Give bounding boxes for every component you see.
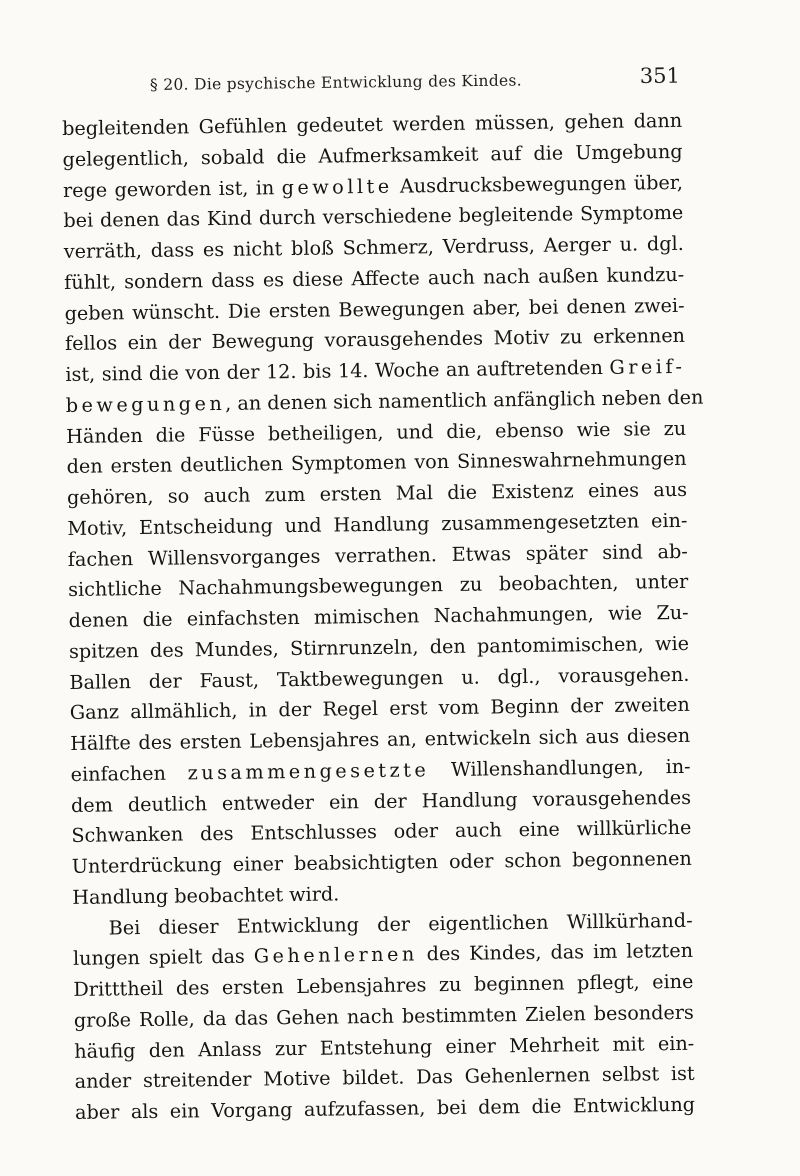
- page-number: 351: [639, 63, 681, 89]
- text-line: Unterdrückung einer beabsichtigten oder schon begonnenen: [71, 846, 692, 878]
- text-run: rege geworden ist, in: [62, 175, 282, 202]
- text-line: Handlung beobachtet wird.: [72, 882, 340, 909]
- text-line: dem deutlich entweder ein der Handlung vorausgehendes: [70, 785, 692, 817]
- paragraph-1: [62, 106, 704, 914]
- text-run: Willenshandlungen, in-: [429, 754, 691, 781]
- text-run: lungen spielt das: [72, 944, 254, 971]
- text-line: den ersten deutlichen Symptomen von Sinneswahrnehmungen: [66, 447, 687, 479]
- text-run: ist, sind die von der 12. bis 14. Woche an auftretenden: [65, 355, 610, 386]
- spaced-emphasis: zusammengesetzte: [187, 758, 430, 785]
- text-line: gelegentlich, sobald die Aufmerksamkeit auf die Umgebung: [62, 139, 683, 171]
- body-text: [62, 106, 704, 1129]
- text-line: verräth, dass es nicht bloß Schmerz, Verdruss, Aerger u. dgl.: [63, 231, 684, 263]
- text-line: sichtliche Nachahmungsbewegungen zu beobachten, unter: [68, 570, 689, 602]
- text-run: des Kindes, das im letzten: [417, 939, 694, 966]
- text-run: , an denen sich namentlich anfänglich neben den: [225, 385, 704, 415]
- spaced-emphasis: gewollte: [281, 174, 393, 199]
- text-run: Ausdrucksbewegungen über,: [392, 170, 684, 198]
- text-line: Schwanken des Entschlusses oder auch eine willkürliche: [71, 816, 692, 848]
- text-line: große Rolle, da das Gehen nach bestimmten Zielen besonders: [73, 1000, 694, 1032]
- text-line: spitzen des Mundes, Stirnrunzeln, den pantomimischen, wie: [68, 631, 690, 663]
- running-header: [150, 64, 680, 100]
- text-line: häufig den Anlass zur Entstehung einer Mehrheit mit ein-: [74, 1031, 695, 1063]
- text-line: Dritttheil des ersten Lebensjahres zu beginnen pflegt, eine: [73, 969, 694, 1001]
- text-line: bei denen das Kind durch verschiedene begleitende Symptome: [63, 201, 684, 233]
- spaced-emphasis: Greif-: [609, 354, 686, 379]
- text-line: aber als ein Vorgang aufzufassen, bei dem die Entwicklung: [74, 1092, 696, 1124]
- text-run: einfachen: [70, 761, 188, 786]
- text-line: gehören, so auch zum ersten Mal die Existenz eines aus: [66, 477, 688, 509]
- section-title: § 20. Die psychische Entwicklung des Kindes.: [149, 71, 523, 94]
- text-line: Händen die Füsse betheiligen, und die, ebenso wie sie zu: [66, 416, 687, 448]
- text-line: ander streitender Motive bildet. Das Gehenlernen selbst ist: [74, 1062, 695, 1094]
- text-line: Ballen der Faust, Taktbewegungen u. dgl., vorausgehen.: [69, 662, 690, 694]
- text-line: Bei dieser Entwicklung der eigentlichen Willkürhand-: [108, 908, 693, 939]
- text-line: Motiv, Entscheidung und Handlung zusammengesetzten ein-: [67, 508, 688, 540]
- text-line: geben wünscht. Die ersten Bewegungen aber, bei denen zwei-: [64, 293, 685, 325]
- text-line: begleitenden Gefühlen gedeutet werden müssen, gehen dann: [62, 108, 683, 140]
- text-line: fachen Willensvorganges verrathen. Etwas später sind ab-: [67, 539, 688, 571]
- spaced-emphasis: Gehenlernen: [253, 942, 418, 968]
- text-line: fellos ein der Bewegung vorausgehendes Motiv zu erkennen: [64, 324, 686, 356]
- text-line: fühlt, sondern dass es diese Affecte auch nach außen kundzu-: [64, 262, 685, 294]
- text-line: Hälfte des ersten Lebensjahres an, entwickeln sich aus diesen: [70, 723, 691, 755]
- text-line: Ganz allmählich, in der Regel erst vom Beginn der zweiten: [69, 693, 690, 725]
- paragraph-2: [72, 905, 695, 1128]
- text-line: denen die einfachsten mimischen Nachahmungen, wie Zu-: [68, 600, 689, 632]
- spaced-emphasis: bewegungen: [65, 391, 226, 417]
